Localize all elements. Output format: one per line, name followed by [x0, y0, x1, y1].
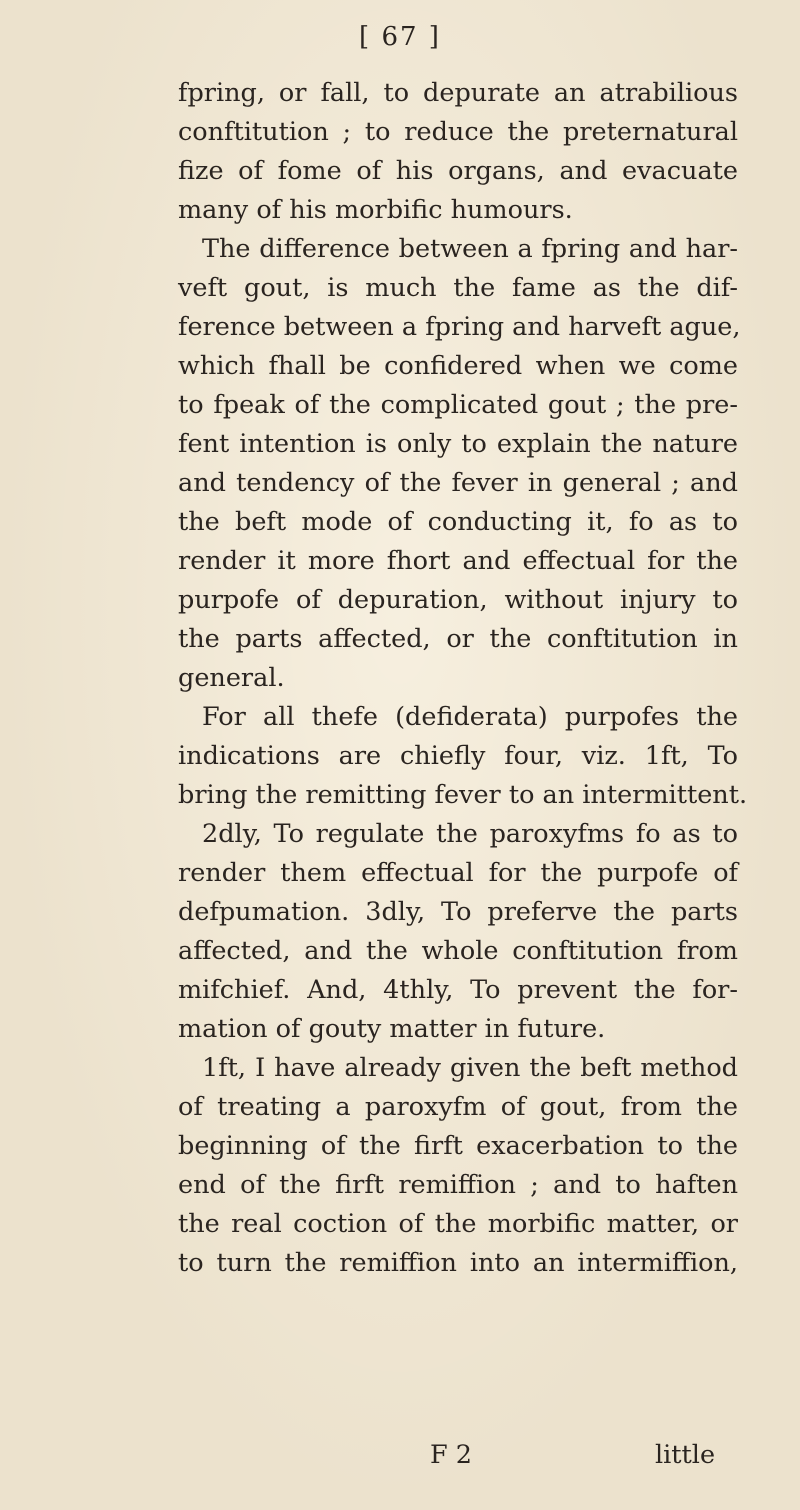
text-line: end of the firft remiffion ; and to haften — [178, 1170, 738, 1200]
text-line: the parts affected, or the conftitution in — [178, 624, 738, 654]
body-text — [178, 74, 748, 1283]
text-line: 1ft, I have already given the beft method — [202, 1053, 738, 1083]
text-line: fent intention is only to explain the nature — [178, 429, 738, 459]
text-line: mation of gouty matter in future. — [178, 1014, 606, 1044]
text-line: ference between a fpring and harveft ague, — [178, 312, 741, 342]
text-line: the real coction of the morbific matter, or — [178, 1209, 738, 1239]
text-line: which fhall be confidered when we come — [178, 351, 738, 381]
text-line: many of his morbific humours. — [178, 195, 573, 225]
text-line: fpring, or fall, to depurate an atrabilious — [178, 78, 738, 108]
text-line: the beft mode of conducting it, fo as to — [178, 507, 738, 537]
text-line: affected, and the whole conftitution from — [178, 936, 738, 966]
text-line: conftitution ; to reduce the preternatural — [178, 117, 738, 147]
text-line: of treating a paroxyfm of gout, from the — [178, 1092, 738, 1122]
text-line: For all thefe (defiderata) purpofes the — [202, 702, 738, 732]
text-line: indications are chiefly four, viz. 1ft, To — [178, 741, 738, 771]
text-line: to turn the remiffion into an intermiffion, — [178, 1248, 738, 1278]
text-line: to fpeak of the complicated gout ; the pre- — [178, 390, 738, 420]
text-line: mifchief. And, 4thly, To prevent the for- — [178, 975, 738, 1005]
text-line: and tendency of the fever in general ; and — [178, 468, 738, 498]
page-number-header: [ 67 ] — [359, 22, 441, 52]
text-line: beginning of the firft exacerbation to the — [178, 1131, 738, 1161]
text-line: defpumation. 3dly, To preferve the parts — [178, 897, 738, 927]
text-line: veft gout, is much the fame as the dif- — [178, 273, 738, 303]
text-line: 2dly, To regulate the paroxyfms fo as to — [202, 819, 738, 849]
text-line: fize of fome of his organs, and evacuate — [178, 156, 738, 186]
text-line: The difference between a fpring and har- — [202, 234, 738, 264]
text-line: render it more fhort and effectual for the — [178, 546, 738, 576]
text-line: bring the remitting fever to an intermittent. — [178, 780, 748, 810]
text-line: purpofe of depuration, without injury to — [178, 585, 738, 615]
page-footer — [0, 1440, 800, 1480]
text-line: render them effectual for the purpofe of — [178, 858, 738, 888]
signature-mark: F 2 — [430, 1440, 473, 1470]
catchword: little — [655, 1440, 716, 1470]
text-line: general. — [178, 663, 285, 693]
